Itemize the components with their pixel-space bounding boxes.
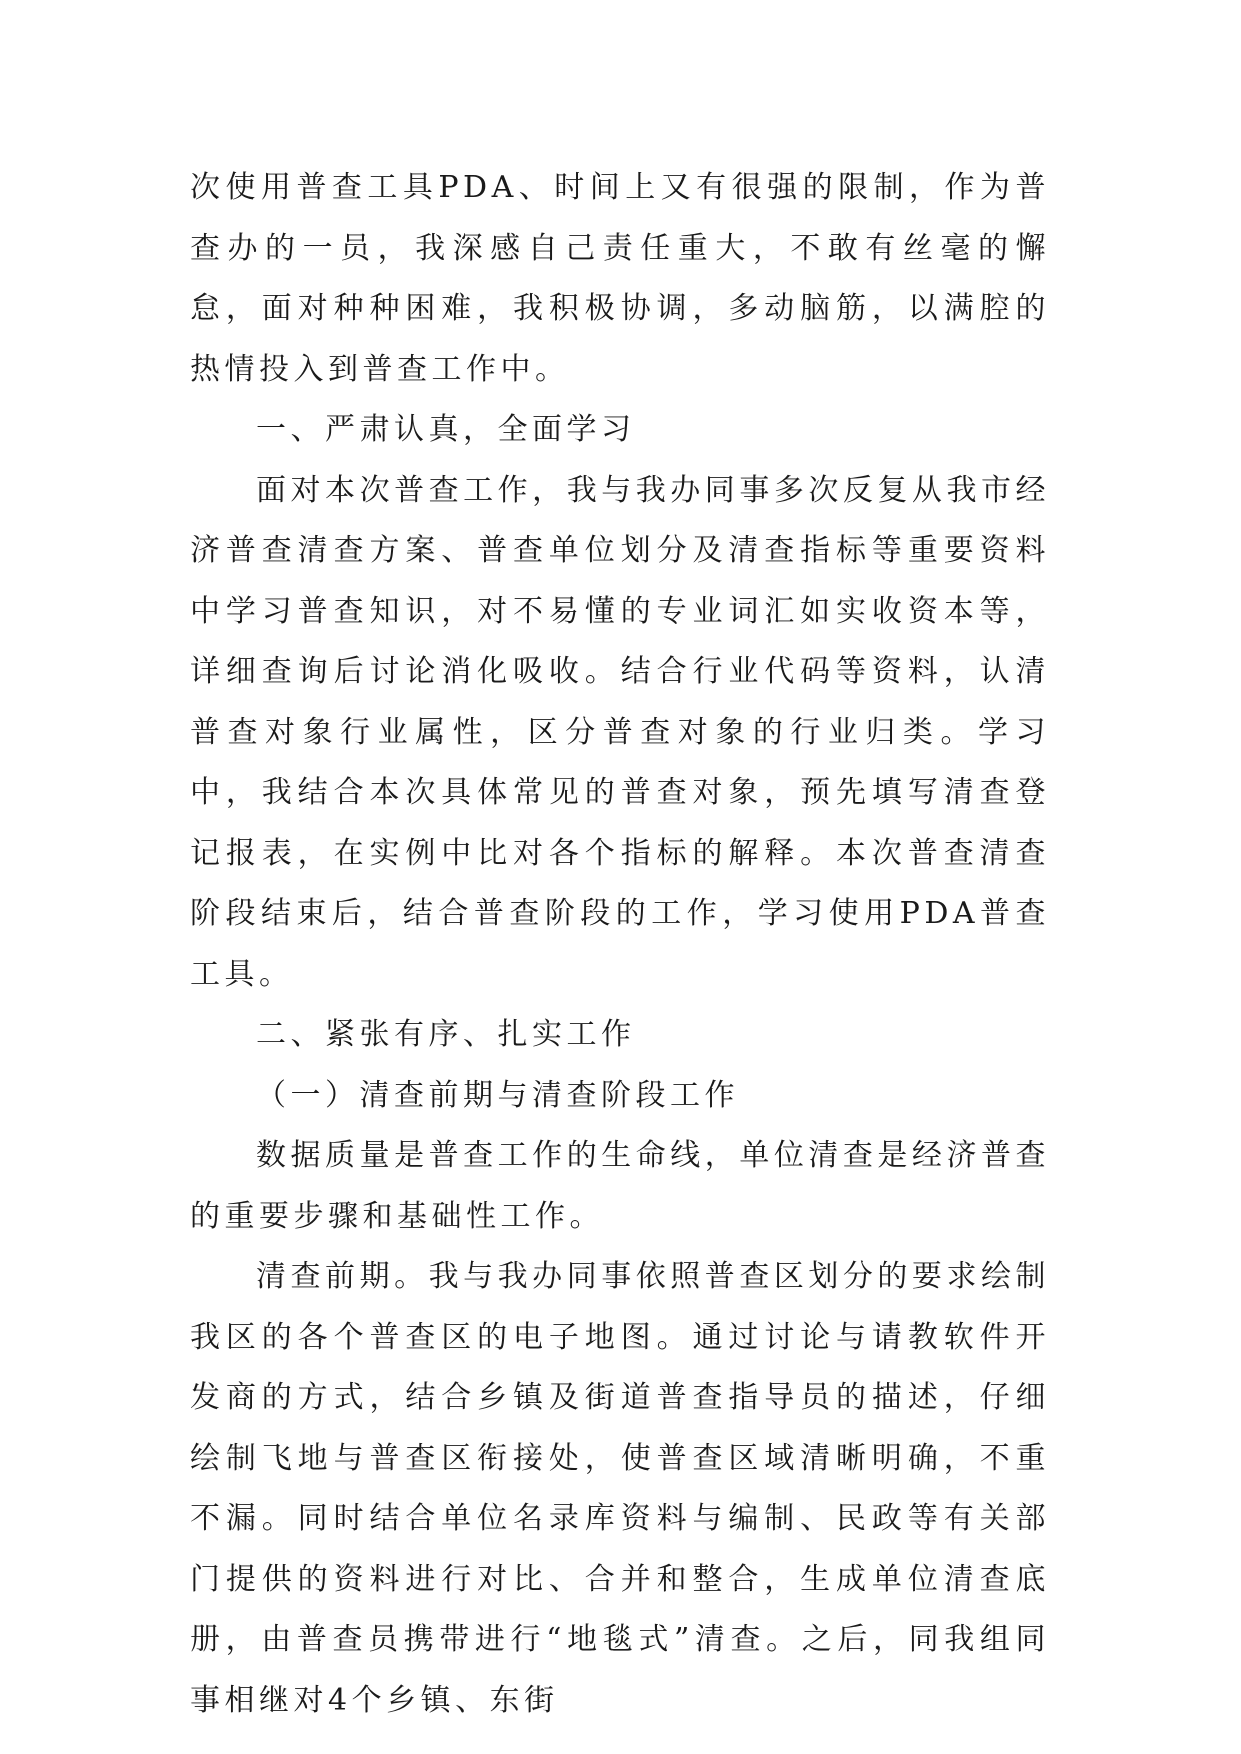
section-heading-1: 一、严肃认真，全面学习 [256,412,636,447]
paragraph-learning: 面对本次普查工作，我与我办同事多次反复从我市经济普查清查方案、普查单位划分及清查指标等重要资料中学习普查知识，对不易懂的专业词汇如实收资本等，详细查询后讨论消化吸收。结合行业代码等资料，认清普查对象行业属性，区分普查对象的行业归类。学习中，我结合本次具体常见的普查对象，预先填写清查登记报表，在实例中比对各个指标的解释。本次普查清查阶段结束后，结合普查阶段的工作，学习使用PDA普查工具。 [190,472,1050,992]
paragraph-pre-census: 清查前期。我与我办同事依照普查区划分的要求绘制我区的各个普查区的电子地图。通过讨论与请教软件开发商的方式，结合乡镇及街道普查指导员的描述，仔细绘制飞地与普查区衔接处，使普查区域清晰明确，不重不漏。同时结合单位名录库资料与编制、民政等有关部门提供的资料进行对比、合并和整合，生成单位清查底册，由普查员携带进行“地毯式”清查。之后，同我组同事相继对4个乡镇、东街 [190,1259,1050,1718]
paragraph-data-quality: 数据质量是普查工作的生命线，单位清查是经济普查的重要步骤和基础性工作。 [190,1138,1050,1234]
section-heading-2: 二、紧张有序、扎实工作 [256,1017,636,1052]
subsection-heading-1: （一）清查前期与清查阶段工作 [256,1077,739,1113]
paragraph-continuation: 次使用普查工具PDA、时间上又有很强的限制，作为普查办的一员，我深感自己责任重大，不敢有丝毫的懈怠，面对种种困难，我积极协调，多动脑筋，以满腔的热情投入到普查工作中。 [190,170,1050,387]
document-body [190,158,1050,1731]
